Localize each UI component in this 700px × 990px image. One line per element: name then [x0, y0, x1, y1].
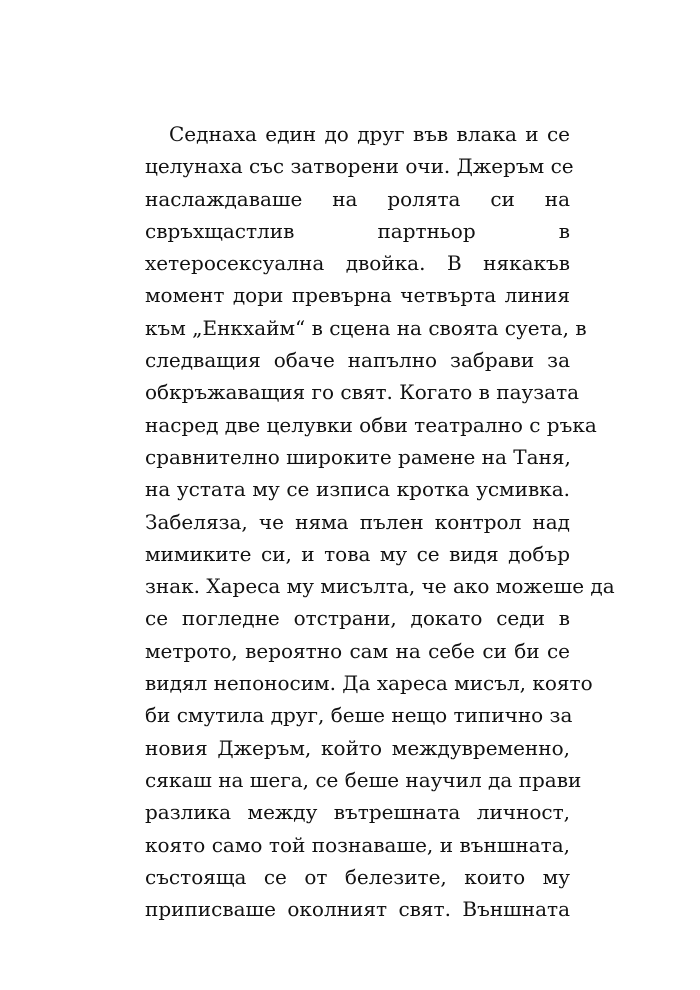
- text-line: метрото, вероятно сам на себе си би се: [145, 638, 570, 663]
- text-line: насред две целувки обви театрално с ръка: [145, 412, 597, 437]
- text-line: разлика между вътрешната личност,: [145, 800, 570, 825]
- text-line: знак. Хареса му мисълта, че ако можеше да: [145, 574, 615, 599]
- text-line: приписваше околният свят. Външната: [145, 897, 570, 922]
- body-text: [145, 118, 615, 925]
- text-line: следващия обаче напълно забрави за: [145, 348, 570, 373]
- text-line: състояща се от белезите, които му: [145, 864, 570, 889]
- text-line: мимиките си, и това му се видя добър: [145, 541, 570, 566]
- text-line: която само той познаваше, и външната,: [145, 832, 570, 857]
- text-line: хетеросексуална двойка. В някакъв: [145, 251, 570, 276]
- text-line: целунаха със затворени очи. Джеръм се: [145, 154, 574, 179]
- text-line: Забеляза, че няма пълен контрол над: [145, 509, 570, 534]
- text-line: на устата му се изписа кротка усмивка.: [145, 477, 570, 502]
- text-line: видял непоносим. Да хареса мисъл, която: [145, 671, 593, 696]
- text-line: новия Джеръм, който междувременно,: [145, 735, 570, 760]
- text-line: се погледне отстрани, докато седи в: [145, 606, 570, 631]
- text-line: наслаждаваше на ролята си на: [145, 186, 570, 211]
- text-line: Седнаха един до друг във влака и се: [169, 122, 570, 146]
- text-line: момент дори превърна четвърта линия: [145, 283, 570, 308]
- text-line: свръхщастлив партньор в: [145, 218, 570, 243]
- text-line: към „Енкхайм“ в сцена на своята суета, в: [145, 315, 587, 340]
- text-line: сравнително широките рамене на Таня,: [145, 444, 571, 469]
- text-line: би смутила друг, беше нещо типично за: [145, 703, 573, 728]
- text-line: сякаш на шега, се беше научил да прави: [145, 767, 582, 792]
- text-line: обкръжаващия го свят. Когато в паузата: [145, 380, 580, 405]
